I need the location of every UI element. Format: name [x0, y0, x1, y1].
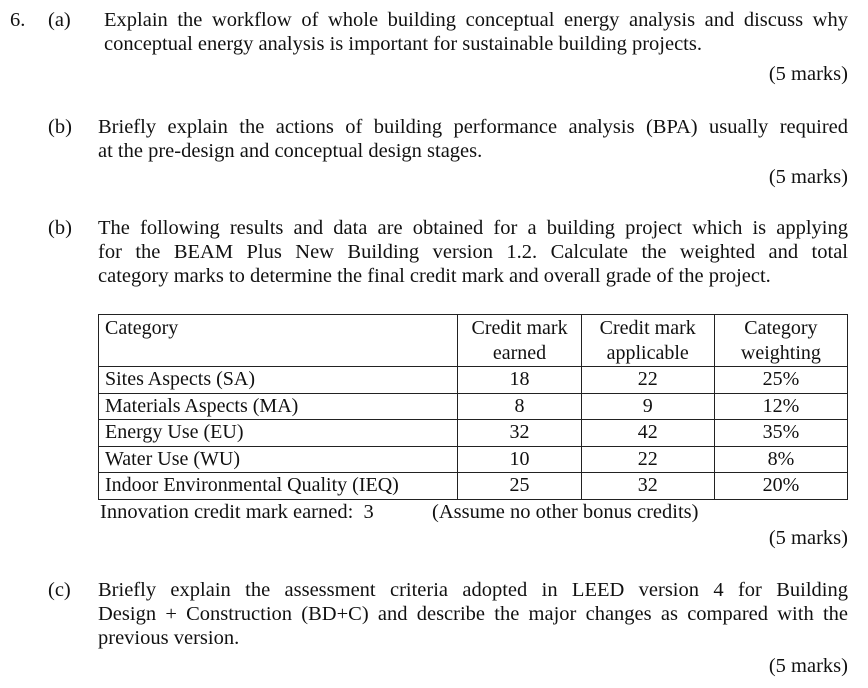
row-category: Sites Aspects (SA): [99, 367, 458, 394]
header-category-weighting-line-1: Category: [744, 317, 818, 339]
part-b1-label: (b): [48, 116, 72, 138]
beam-credit-table: [98, 314, 848, 500]
part-b2-text: [98, 216, 848, 288]
row-category: Energy Use (EU): [99, 420, 458, 447]
part-c-line-1: Briefly explain the assessment criteria adopted in LEED version 4 for Building: [98, 579, 848, 601]
part-a-line-2: conceptual energy analysis is important for sustainable building projects.: [104, 33, 702, 55]
innovation-note: Innovation credit mark earned: 3: [100, 501, 374, 523]
table-row: [99, 420, 848, 447]
part-a-text: [104, 8, 848, 56]
part-b2-line-1: The following results and data are obtained for a building project which is applying: [98, 217, 848, 239]
part-b1-text: [98, 115, 848, 163]
row-earned: 32: [458, 420, 581, 447]
question-number: 6.: [10, 9, 26, 31]
table-header-row: [99, 315, 848, 367]
row-weighting: 35%: [714, 420, 847, 447]
header-category-weighting-line-2: weighting: [740, 342, 821, 364]
header-credit-earned-line-2: earned: [492, 342, 547, 364]
part-c-line-3: previous version.: [98, 627, 240, 649]
part-b1-marks: (5 marks): [768, 166, 848, 188]
table-row: [99, 367, 848, 394]
part-a-label: (a): [48, 9, 71, 31]
row-applicable: 42: [581, 420, 714, 447]
table-row: [99, 446, 848, 473]
header-credit-earned: [458, 315, 581, 367]
part-a-marks: (5 marks): [768, 63, 848, 85]
table-row: [99, 393, 848, 420]
header-credit-applicable-line-2: applicable: [606, 342, 689, 364]
row-weighting: 8%: [714, 446, 847, 473]
row-weighting: 12%: [714, 393, 847, 420]
row-earned: 10: [458, 446, 581, 473]
bonus-assumption-note: (Assume no other bonus credits): [432, 501, 699, 523]
part-b2-label: (b): [48, 217, 72, 239]
header-credit-applicable: [581, 315, 714, 367]
part-c-line-2: Design + Construction (BD+C) and describe the major changes as compared with the: [98, 603, 848, 625]
row-earned: 25: [458, 473, 581, 500]
header-credit-earned-line-1: Credit mark: [471, 317, 568, 339]
part-b1-line-1: Briefly explain the actions of building performance analysis (BPA) usually required: [98, 116, 848, 138]
row-earned: 18: [458, 367, 581, 394]
part-b2-line-2: for the BEAM Plus New Building version 1.2. Calculate the weighted and total: [98, 241, 848, 263]
row-applicable: 22: [581, 446, 714, 473]
part-b2-line-3: category marks to determine the final credit mark and overall grade of the project.: [98, 265, 771, 287]
header-credit-applicable-line-1: Credit mark: [599, 317, 696, 339]
row-earned: 8: [458, 393, 581, 420]
part-c-text: [98, 578, 848, 650]
row-applicable: 9: [581, 393, 714, 420]
part-c-marks: (5 marks): [768, 655, 848, 677]
row-category: Indoor Environmental Quality (IEQ): [99, 473, 458, 500]
part-b1-line-2: at the pre-design and conceptual design stages.: [98, 140, 483, 162]
row-applicable: 22: [581, 367, 714, 394]
part-a-line-1: Explain the workflow of whole building conceptual energy analysis and discuss why: [104, 9, 848, 31]
header-category: Category: [99, 315, 458, 367]
part-c-label: (c): [48, 579, 71, 601]
row-category: Water Use (WU): [99, 446, 458, 473]
row-applicable: 32: [581, 473, 714, 500]
row-weighting: 25%: [714, 367, 847, 394]
part-b2-marks: (5 marks): [768, 527, 848, 549]
header-category-weighting: [714, 315, 847, 367]
row-weighting: 20%: [714, 473, 847, 500]
table-row: [99, 473, 848, 500]
row-category: Materials Aspects (MA): [99, 393, 458, 420]
